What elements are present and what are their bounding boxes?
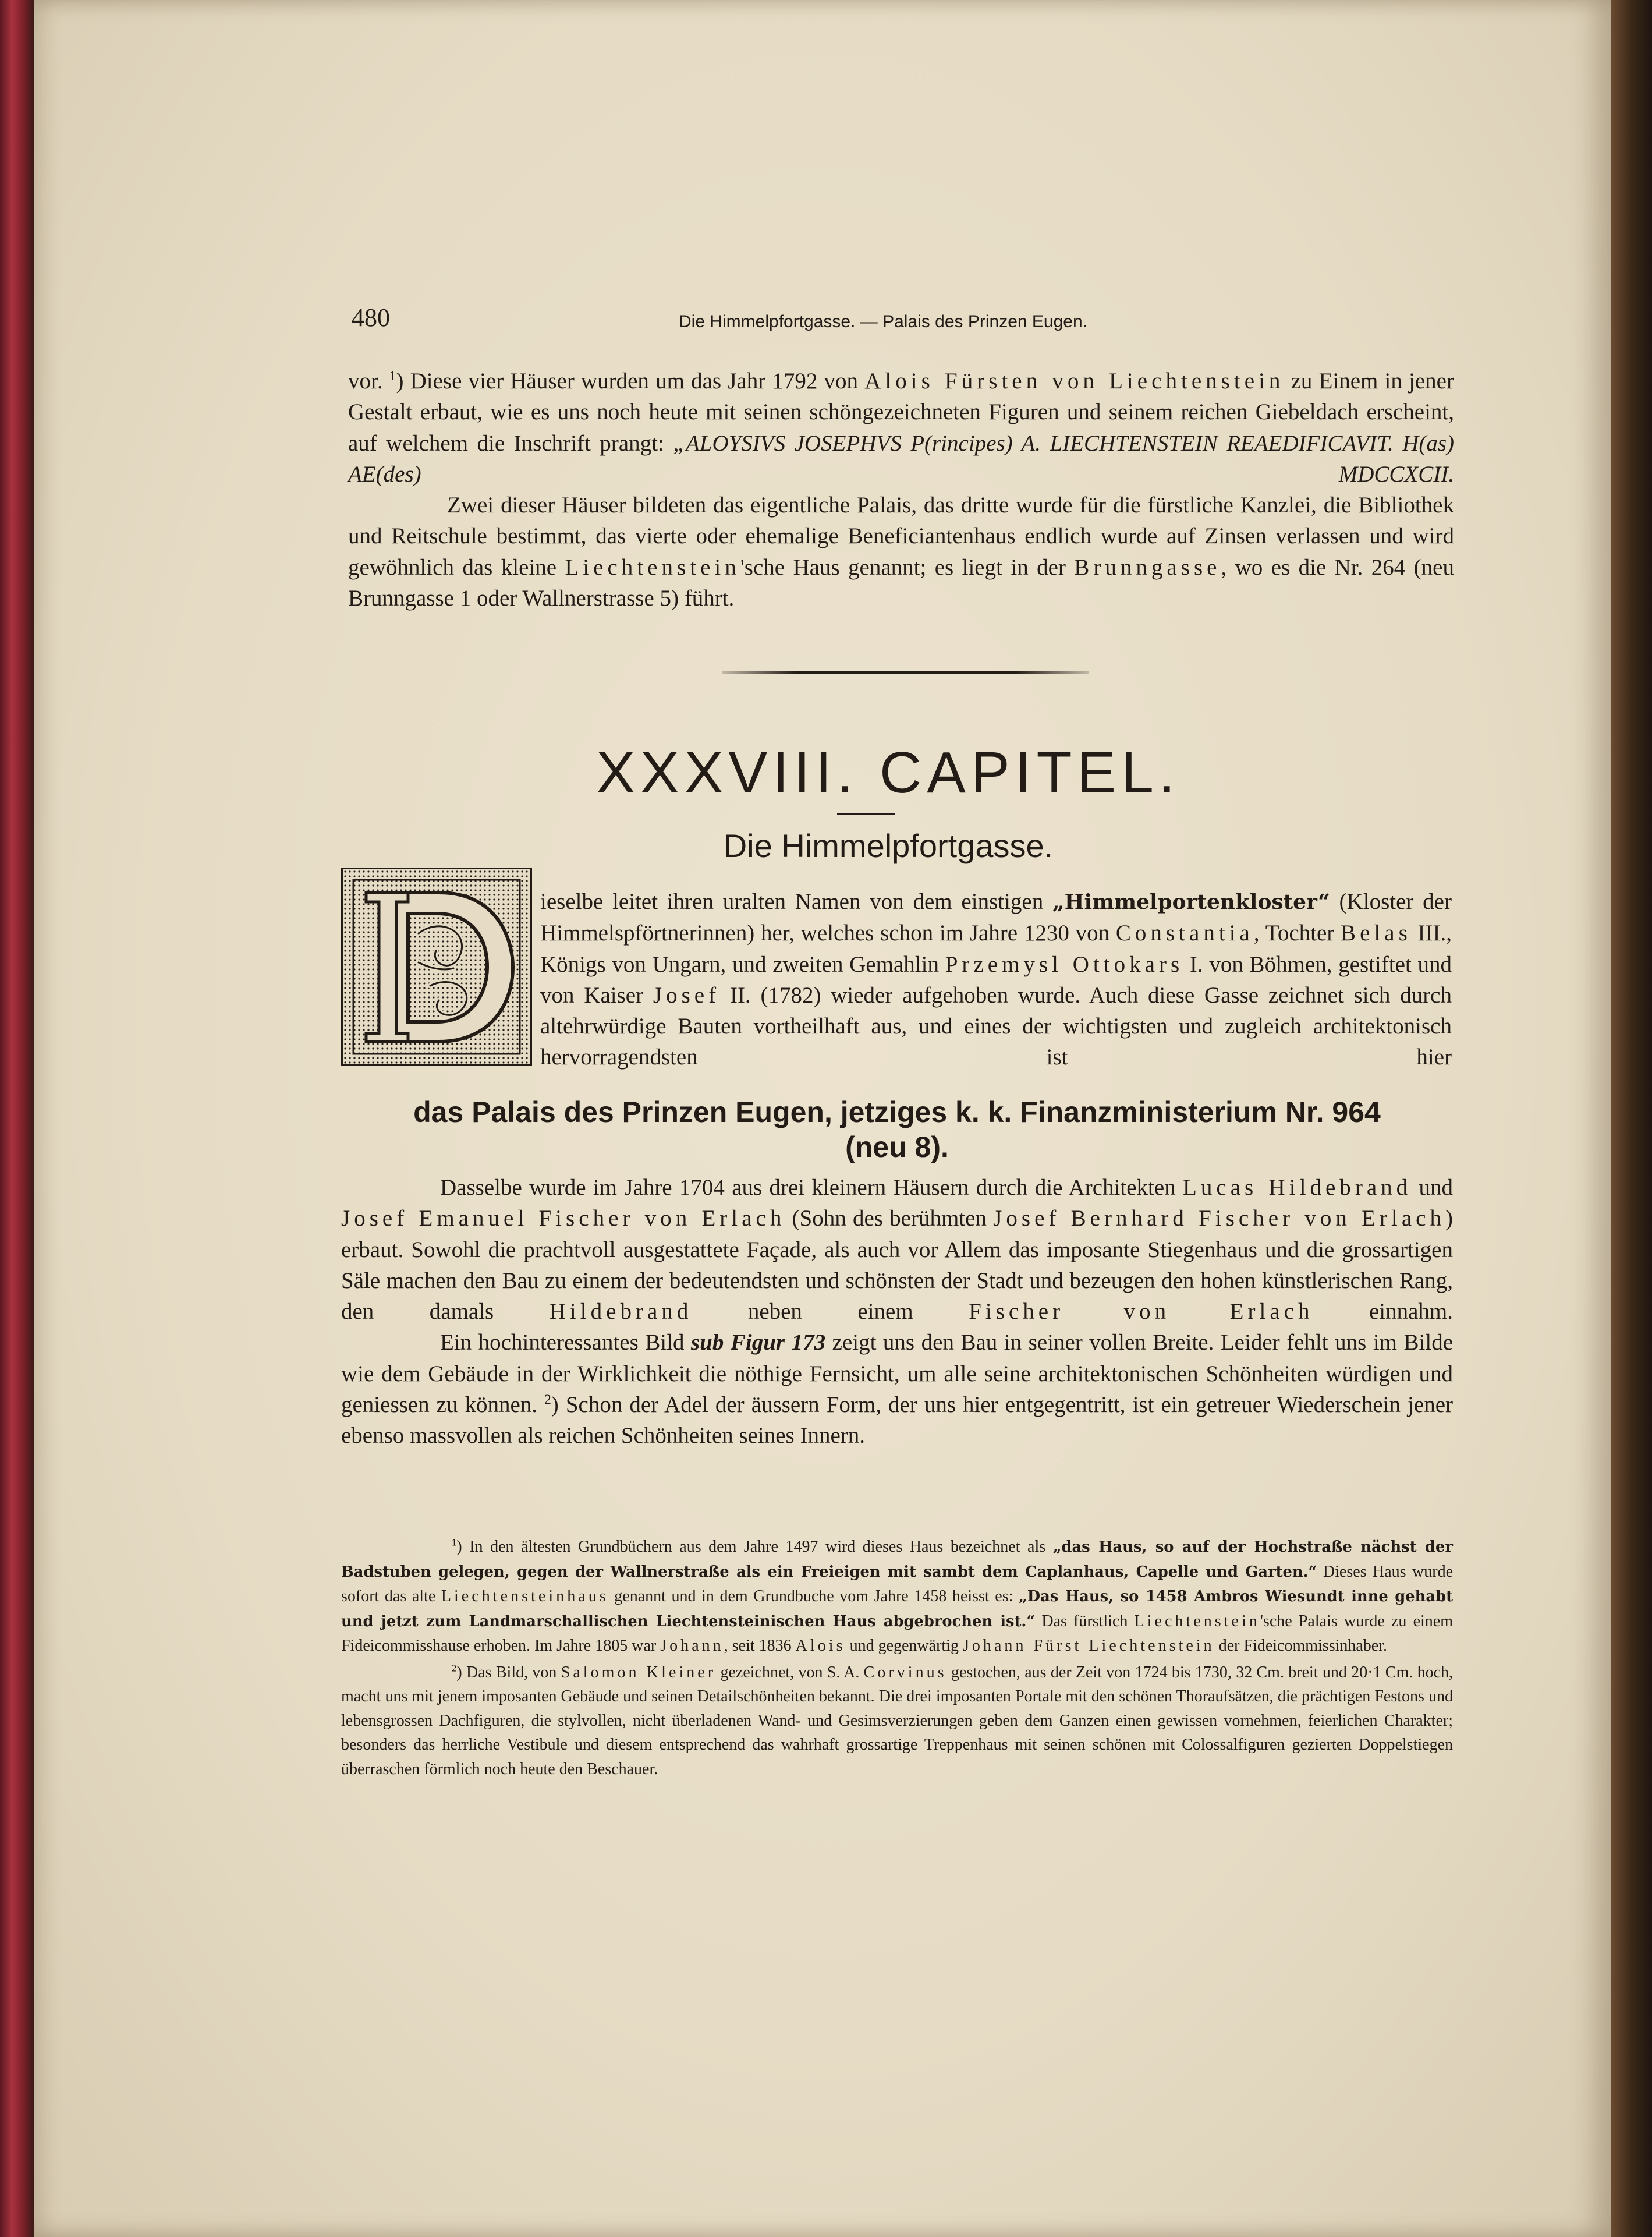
spaced-name: Alois [795,1637,846,1655]
spaced-name: Liechtensteinhaus [441,1587,609,1605]
small-rule [837,813,895,815]
main-text-block [341,1172,1453,1452]
second-paragraph [348,490,1454,614]
chapter-opening-paragraph [540,886,1452,1073]
decorative-initial-d [341,868,532,1066]
book-page [34,0,1611,2237]
figure-reference: sub Figur 173 [690,1330,826,1355]
text-segment: ) Schon der Adel der äussern Form, der uns hier entgegentritt, ist ein getreuer Wiederschein jener ebenso massvollen als reichen Schönheiten seines Innern. [341,1392,1453,1449]
text-segment: 'sche Palais wurde zu einem Fideicommisshause erhoben. Im Jahre 1805 war [341,1612,1453,1655]
spaced-name: Liechtenstein [1134,1612,1260,1630]
text-segment: ) In den ältesten Grundbüchern aus dem Jahre 1497 wird dieses Haus bezeichnet als [456,1538,1053,1556]
text-segment: 'sche Haus genannt; es liegt in der [740,554,1075,580]
spaced-name: Hildebrand [549,1299,693,1325]
text-segment: ) Das Bild, von [456,1663,561,1682]
text-segment: ) erbaut. Sowohl die prachtvoll ausgestattete Façade, als auch vor Allem das imposante Stiegenhaus und die grossartigen Säle machen den Bau zu einem der bedeutendsten und schönsten der Stadt und bezeugen den hohen künstlerischen Rang, den damals [341,1206,1454,1325]
spaced-name: Fischer von Erlach [969,1299,1314,1325]
spaced-name: Josef [653,982,721,1008]
spaced-name: Lucas Hildebrand [1183,1175,1412,1200]
book-spine-red-edge [0,0,34,2237]
main-paragraph-2 [341,1327,1453,1451]
spaced-name: Corvinus [863,1663,947,1682]
text-segment: der Fideicommissinhaber. [1214,1637,1388,1655]
text-segment: und gegenwärtig [845,1637,963,1655]
text-segment: und [1412,1175,1454,1200]
text-segment: gezeichnet, von S. A. [716,1663,864,1682]
text-segment: zu Einem in jener Gestalt erbaut, wie es uns noch heute mit seinen schöngezeichneten Figuren und seinem reichen Giebeldach erscheint, auf welchem die Inschrift prangt: [348,369,1454,456]
spaced-name: Josef Bernhard Fischer von Erlach [993,1206,1446,1231]
footnote-ref-1: 1 [389,369,396,384]
text-segment: vor. [348,369,389,394]
main-paragraph-1 [341,1172,1453,1327]
inscription-text: „ALOYSIVS JOSEPHVS P(rincipes) A. LIECHTENSTEIN REAEDIFICAVIT. H(as) AE(des) MDCCXCII. [348,430,1455,487]
fraktur-quote: „das Haus, so auf der Hochstraße nächst der Badstuben gelegen, gegen der Wallnerstraße als ein Freieigen mit sambt dem Caplanhaus, Capelle und Garten.“ [341,1538,1453,1581]
spaced-name: Brunngasse [1074,554,1221,580]
book-right-edge [1611,0,1652,2237]
text-segment: neben einem [692,1299,969,1325]
text-segment: , wo es die Nr. 264 (neu Brunngasse 1 oder Wallnerstrasse 5) führt. [348,554,1454,611]
text-segment: (Kloster der Himmelspförtnerinnen) her, welches schon im Jahre 1230 von [540,889,1452,946]
page-number: 480 [352,303,390,332]
chapter-heading: XXXVIII. CAPITEL. [596,740,1180,805]
text-segment: Dieses Haus wurde sofort das alte [341,1562,1453,1605]
spaced-name: Belas [1341,921,1412,946]
text-segment: , Tochter [1253,921,1341,946]
chapter-opening-block [540,886,1452,1073]
spaced-name: Salomon Kleiner [561,1663,717,1682]
text-segment: ) Diese vier Häuser wurden um das Jahr 1792 von [396,369,865,394]
text-segment: einnahm. [1313,1299,1454,1325]
text-segment: zeigt uns den Bau in seiner vollen Breite. Leider fehlt uns im Bilde wie dem Gebäude in der Wirklichkeit die nöthige Fernsicht, um alle seine architektonischen Schönheiten würdigen und geniessen zu können. [341,1330,1454,1418]
initial-ornament [343,869,530,1064]
spaced-name: Johann [660,1637,724,1655]
text-segment: I. von Böhmen, gestiftet und von Kaiser [540,951,1452,1008]
subheading-line-2: (neu 8). [845,1131,949,1163]
spaced-name: Johann Fürst Liechtenstein [962,1637,1215,1655]
text-segment: II. (1782) wieder aufgehoben wurde. Auch diese Gasse zeichnet sich durch altehrwürdige Bauten vortheilhaft aus, und eines der wichtigsten und zugleich architektonisch hervorragendsten ist hier [540,982,1452,1070]
running-title: Die Himmelpfortgasse. — Palais des Prinzen Eugen. [679,312,1087,331]
text-segment: Dasselbe wurde im Jahre 1704 aus drei kleinern Häusern durch die Architekten [440,1175,1183,1200]
text-segment: genannt und in dem Grundbuche vom Jahre 1458 heisst es: [608,1587,1019,1605]
section-title: Die Himmelpfortgasse. [723,827,1054,864]
spaced-name: Przemysl Ottokars [945,951,1184,977]
continued-paragraph [348,366,1454,490]
text-segment: (Sohn des berühmten [785,1206,994,1231]
text-segment: ieselbe leitet ihren uralten Namen von dem einstigen [540,889,1053,914]
text-segment: III., Königs von Ungarn, und zweiten Gemahlin [540,921,1452,977]
footnote-2 [341,1661,1453,1782]
continued-text-block [348,366,1454,614]
footnote-ref-2: 2 [544,1392,551,1408]
footnotes [341,1535,1453,1781]
running-head [306,303,1459,338]
footnote-mark: 2 [452,1662,457,1674]
text-segment: Das fürstlich [1035,1612,1135,1630]
palais-subheading [341,1095,1453,1164]
text-segment: , seit 1836 [724,1637,796,1655]
fraktur-term: „Himmelportenkloster“ [1052,890,1330,914]
spaced-name: Constantia [1115,921,1254,946]
spaced-name: Alois Fürsten von Liechtenstein [864,369,1285,394]
fraktur-quote: „Das Haus, so 1458 Ambros Wiesundt inne gehabt und jetzt zum Landmarschallischen Liechtensteinischen Haus abgebrochen ist.“ [341,1588,1453,1630]
spaced-name: Liechtenstein [565,554,740,580]
text-segment: Ein hochinteressantes Bild [440,1330,691,1355]
text-segment: gestochen, aus der Zeit von 1724 bis 1730, 32 Cm. breit und 20·1 Cm. hoch, macht uns mit jenem imposanten Gebäude und seinen Detailschönheiten bekannt. Die drei imposanten Portale mit den schönen Thoraufsätzen, die prächtigen Festons und lebensgrossen Dachfiguren, die stylvollen, nicht überladenen Wand- und Gesimsverzierungen geben dem Ganzen einen gewissen vornehmen, feierlichen Charakter; besonders das herrliche Vestibule und diesem entsprechend das wahrhaft grossartige Treppenhaus mit seinen schönen mit Colossalfiguren gezierten Doppelstiegen überraschen förmlich noch heute den Beschauer. [341,1663,1453,1778]
section-divider [722,671,1089,674]
text-segment: Zwei dieser Häuser bildeten das eigentliche Palais, das dritte wurde für die fürstliche Kanzlei, die Bibliothek und Reitschule bestimmt, das vierte oder ehemalige Beneficiantenhaus endlich wurde auf Zinsen verlassen und wird gewöhnlich das kleine [348,493,1454,580]
spaced-name: Josef Emanuel Fischer von Erlach [341,1206,786,1231]
footnote-mark: 1 [452,1537,457,1548]
subheading-line-1: das Palais des Prinzen Eugen, jetziges k. k. Finanzministerium Nr. 964 [413,1096,1381,1128]
footnote-1 [341,1535,1453,1658]
